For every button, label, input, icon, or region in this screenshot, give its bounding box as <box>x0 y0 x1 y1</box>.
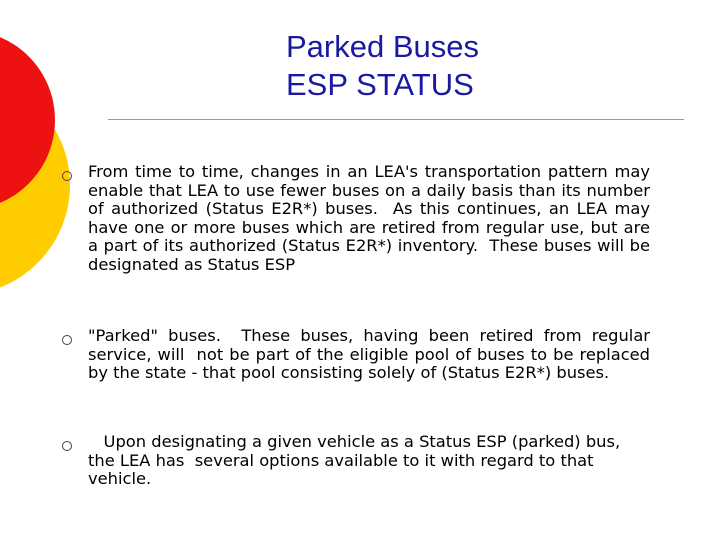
title-divider <box>108 119 684 120</box>
bullet-item-1 <box>62 163 662 275</box>
title-line-1: Parked Buses <box>286 29 479 64</box>
bullet-item-3 <box>62 433 662 489</box>
bullet-circle-icon <box>62 335 72 345</box>
bullet-text-3: Upon designating a given vehicle as a Status ESP (parked) bus, the LEA has several options available to it with regard to that vehicle. <box>88 432 626 489</box>
bullet-text-2: "Parked" buses. These buses, having been retired from regular service, will not be part of the eligible pool of buses to be replaced by the state - that pool consisting solely of (Status E2R*) buses. <box>88 326 656 383</box>
bullet-circle-icon <box>62 171 72 181</box>
bullet-text-1: From time to time, changes in an LEA's transportation pattern may enable that LEA to use fewer buses on a daily basis than its number of authorized (Status E2R*) buses. As this continues, an LEA may have one or more buses which are retired from regular use, but are a part of its authorized (Status E2R*) inventory. These buses will be designated as Status ESP <box>88 162 661 274</box>
title-line-2: ESP STATUS <box>286 67 474 102</box>
page-title <box>286 28 479 104</box>
bullet-item-2 <box>62 327 662 383</box>
bullet-circle-icon <box>62 441 72 451</box>
